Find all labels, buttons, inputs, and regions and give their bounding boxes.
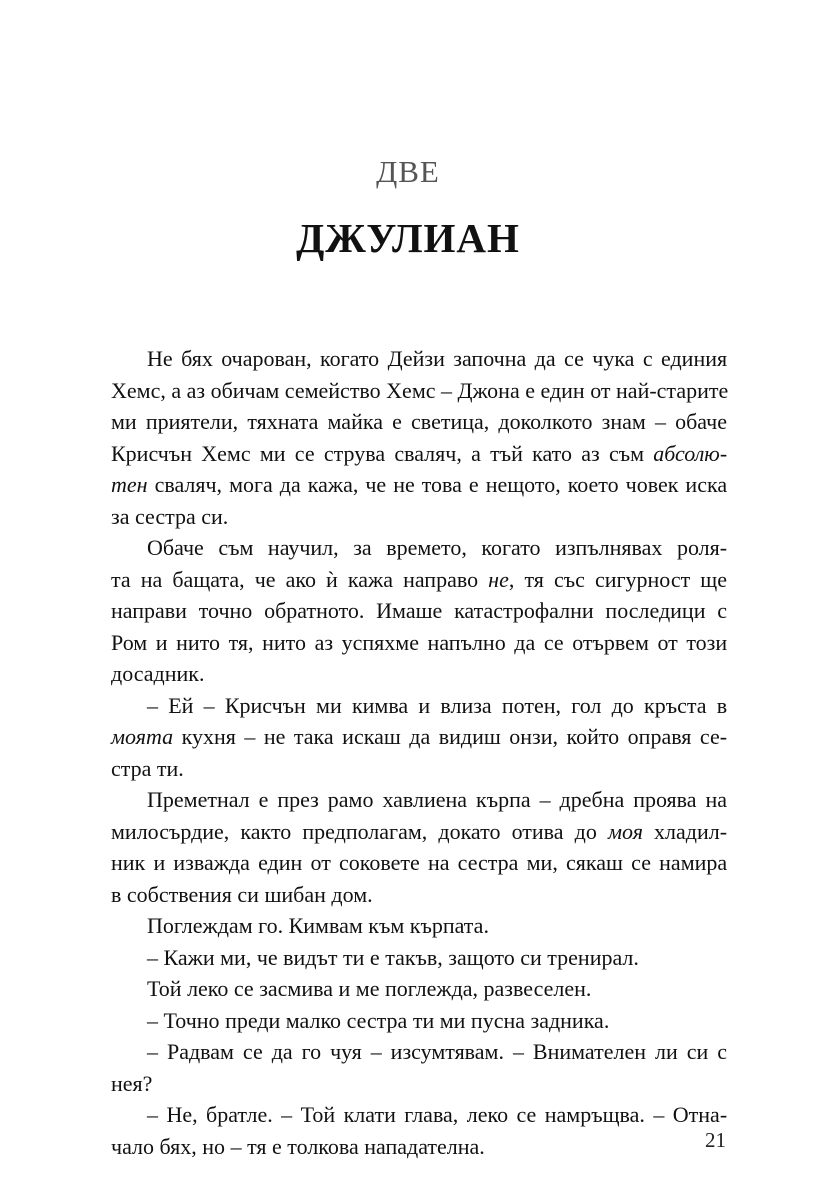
word: научил, bbox=[267, 535, 339, 560]
word: с bbox=[717, 1039, 727, 1064]
word: Джона bbox=[457, 377, 520, 403]
word: чука bbox=[592, 346, 635, 371]
text-line bbox=[111, 816, 727, 848]
word: ми bbox=[316, 692, 342, 718]
text-line bbox=[111, 879, 727, 911]
word: Крисчън bbox=[111, 440, 192, 466]
word: кръста bbox=[644, 692, 707, 718]
text-line bbox=[111, 1036, 727, 1068]
word: развеселен. bbox=[483, 976, 592, 1001]
word: е bbox=[392, 409, 402, 434]
word: Кажи bbox=[163, 944, 215, 970]
word: Преметнал bbox=[147, 787, 250, 812]
word: единия bbox=[661, 346, 728, 371]
word: Не, bbox=[166, 1102, 198, 1127]
italic-word: тен bbox=[111, 472, 148, 497]
word: Радвам bbox=[166, 1039, 234, 1064]
text-line bbox=[111, 973, 727, 1005]
word: доколкото bbox=[498, 409, 593, 434]
word: не bbox=[393, 472, 415, 497]
word: , bbox=[508, 566, 515, 592]
word: малко bbox=[285, 1007, 342, 1033]
word: бях, bbox=[159, 1133, 197, 1159]
word: се bbox=[294, 440, 315, 466]
word: – bbox=[441, 377, 453, 403]
word: ми, bbox=[220, 944, 252, 970]
word: сигурност bbox=[594, 566, 691, 592]
text-line bbox=[111, 658, 727, 690]
word: а bbox=[171, 377, 182, 403]
word: обичам bbox=[210, 377, 280, 403]
word: ме bbox=[355, 976, 380, 1001]
word: до bbox=[611, 692, 634, 718]
word: кажа bbox=[347, 566, 393, 592]
word: кажа, bbox=[307, 472, 359, 497]
word: преди bbox=[225, 1007, 281, 1033]
word: – bbox=[539, 787, 551, 812]
word: към bbox=[368, 913, 405, 938]
word: соковете bbox=[339, 850, 420, 875]
word: глава, bbox=[404, 1102, 459, 1127]
word: – bbox=[147, 1039, 158, 1064]
word: точно bbox=[198, 598, 253, 623]
word: семейство bbox=[284, 377, 381, 403]
word: милосърдие, bbox=[111, 818, 230, 844]
word: да bbox=[279, 472, 301, 497]
word: приятели, bbox=[145, 409, 239, 434]
word: е bbox=[258, 787, 269, 812]
word: един bbox=[258, 850, 303, 875]
word: но bbox=[202, 1133, 226, 1159]
word: се- bbox=[699, 724, 728, 749]
word: поглежда, bbox=[384, 976, 479, 1001]
word: – bbox=[203, 692, 215, 718]
word: Кимвам bbox=[288, 913, 363, 938]
word: собствения bbox=[126, 881, 232, 907]
word: роля- bbox=[676, 535, 728, 560]
word: ти bbox=[343, 944, 365, 970]
word: един bbox=[540, 377, 585, 403]
word: си bbox=[237, 881, 259, 907]
text-line bbox=[111, 627, 727, 659]
word: хладил- bbox=[654, 818, 728, 844]
word: струва bbox=[323, 440, 386, 466]
text-line bbox=[111, 910, 727, 942]
word: съм bbox=[608, 440, 645, 466]
word: времето, bbox=[386, 535, 467, 560]
word: че bbox=[365, 472, 387, 497]
word: го. bbox=[258, 913, 284, 938]
word: ми bbox=[259, 440, 286, 466]
word: от bbox=[590, 377, 611, 403]
word: в bbox=[716, 692, 728, 718]
word: досадник. bbox=[111, 661, 205, 686]
word: в bbox=[111, 881, 122, 907]
word: – bbox=[281, 1102, 293, 1127]
text-line bbox=[111, 564, 727, 596]
word: си. bbox=[201, 503, 229, 529]
word: последици bbox=[605, 598, 706, 623]
word: нито bbox=[176, 629, 221, 655]
word: е bbox=[525, 377, 535, 403]
word: ти bbox=[412, 1007, 435, 1033]
word: да bbox=[514, 629, 536, 655]
word: – bbox=[370, 1039, 382, 1064]
word: тяхната bbox=[247, 409, 319, 434]
word: отива bbox=[511, 818, 564, 844]
text-line bbox=[111, 1005, 727, 1037]
body-text bbox=[111, 343, 727, 1162]
word: рамо bbox=[327, 787, 374, 812]
word: ако bbox=[285, 566, 316, 592]
word: Той bbox=[300, 1102, 336, 1127]
word: го bbox=[301, 1039, 322, 1064]
word: – bbox=[244, 724, 256, 749]
word: дребна bbox=[559, 787, 625, 812]
word: аз bbox=[186, 377, 206, 403]
word: леко bbox=[187, 976, 229, 1001]
text-line bbox=[111, 1131, 727, 1163]
word: оправя bbox=[627, 724, 692, 749]
word: Хемс, bbox=[111, 377, 166, 403]
word: за bbox=[353, 535, 372, 560]
text-line bbox=[111, 469, 727, 501]
word: – bbox=[653, 1102, 665, 1127]
word: братле. bbox=[206, 1102, 273, 1127]
word: – bbox=[147, 944, 158, 970]
word: така bbox=[293, 724, 334, 749]
word: съм bbox=[218, 535, 254, 560]
word: ще bbox=[700, 566, 728, 592]
text-line bbox=[111, 375, 727, 407]
word: сестра bbox=[457, 850, 519, 875]
word: дом. bbox=[331, 881, 373, 907]
text-line bbox=[111, 784, 727, 816]
word: на bbox=[140, 566, 163, 592]
word: изсумтявам. bbox=[390, 1039, 504, 1064]
word: Хемс bbox=[201, 440, 251, 466]
word: и bbox=[338, 976, 351, 1001]
word: сестра bbox=[134, 503, 196, 529]
word: сякаш bbox=[566, 850, 623, 875]
word: ми, bbox=[526, 850, 558, 875]
word: когато bbox=[320, 346, 380, 371]
word: Ей bbox=[168, 692, 194, 718]
word: се bbox=[233, 976, 254, 1001]
word: гол bbox=[571, 692, 602, 718]
italic-word: моята bbox=[111, 724, 174, 749]
word: от bbox=[310, 850, 331, 875]
text-line bbox=[111, 343, 727, 375]
word: когато bbox=[481, 535, 541, 560]
word: кухня bbox=[181, 724, 236, 749]
word: отървем bbox=[572, 629, 649, 655]
text-line bbox=[111, 438, 727, 470]
italic-word: моя bbox=[607, 818, 643, 844]
word: както bbox=[240, 818, 292, 844]
word: да bbox=[271, 1039, 293, 1064]
word: е bbox=[272, 1133, 282, 1159]
word: кърпа bbox=[476, 787, 531, 812]
page-number: 21 bbox=[705, 1128, 726, 1152]
word: обратното. bbox=[264, 598, 365, 623]
word: от bbox=[657, 629, 678, 655]
word: а bbox=[471, 440, 481, 466]
word: тя bbox=[247, 1133, 267, 1159]
word: Поглеждам bbox=[147, 913, 253, 938]
word: нещото, bbox=[485, 472, 561, 497]
word: че bbox=[254, 566, 276, 592]
text-line bbox=[111, 753, 727, 785]
word: мога bbox=[229, 472, 273, 497]
word: напълно bbox=[427, 629, 506, 655]
word: нападателна. bbox=[364, 1133, 485, 1159]
word: направи bbox=[111, 598, 187, 623]
word: на bbox=[427, 850, 450, 875]
word: такъв, bbox=[385, 944, 443, 970]
word: бях bbox=[181, 346, 213, 371]
word: на bbox=[705, 787, 728, 812]
word: обаче bbox=[675, 409, 728, 434]
word: Не bbox=[147, 346, 173, 371]
word: този bbox=[686, 629, 728, 655]
word: си bbox=[520, 944, 542, 970]
word: успяхме bbox=[341, 629, 419, 655]
word: като bbox=[532, 440, 572, 466]
word: очарован, bbox=[221, 346, 312, 371]
word: ѝ bbox=[326, 566, 338, 592]
word: кърпата. bbox=[409, 913, 489, 938]
word: че bbox=[256, 944, 278, 970]
text-line bbox=[111, 532, 727, 564]
word: докато bbox=[438, 818, 501, 844]
word: пусна bbox=[470, 1007, 525, 1033]
word: тя, bbox=[228, 629, 254, 655]
word: с bbox=[717, 598, 728, 623]
word: искаш bbox=[342, 724, 401, 749]
word: е bbox=[369, 944, 380, 970]
word: кимва bbox=[351, 692, 409, 718]
word: тренирал. bbox=[547, 944, 639, 970]
text-line bbox=[111, 406, 727, 438]
word: сваляч, bbox=[154, 472, 223, 497]
word: Имаше bbox=[376, 598, 443, 623]
text-line bbox=[111, 501, 727, 533]
word: светица, bbox=[411, 409, 490, 434]
text-line bbox=[111, 721, 727, 753]
text-line bbox=[111, 595, 727, 627]
chapter-number: ДВЕ bbox=[376, 154, 440, 189]
word: през bbox=[277, 787, 319, 812]
word: предполагам, bbox=[302, 818, 428, 844]
text-line bbox=[111, 1068, 727, 1100]
word: с bbox=[642, 346, 653, 371]
word: знам bbox=[601, 409, 646, 434]
word: и bbox=[153, 850, 166, 875]
text-line bbox=[111, 942, 727, 974]
word: онзи, bbox=[509, 724, 559, 749]
word: си bbox=[686, 1039, 709, 1064]
italic-word: абсолю- bbox=[653, 440, 728, 466]
word: потен, bbox=[501, 692, 562, 718]
word: и bbox=[418, 692, 431, 718]
word: се bbox=[564, 346, 584, 371]
word: за bbox=[111, 503, 130, 529]
word: до bbox=[574, 818, 597, 844]
word: катастрофални bbox=[454, 598, 594, 623]
chapter-title: ДЖУЛИАН bbox=[296, 215, 520, 261]
word: Внимателен bbox=[532, 1039, 647, 1064]
word: – bbox=[230, 1133, 242, 1159]
word: Обаче bbox=[147, 535, 204, 560]
word: видът bbox=[283, 944, 338, 970]
word: защото bbox=[448, 944, 515, 970]
word: стра bbox=[111, 755, 152, 781]
word: майка bbox=[327, 409, 383, 434]
word: проява bbox=[633, 787, 697, 812]
word: засмива bbox=[259, 976, 333, 1001]
word: не bbox=[263, 724, 286, 749]
word: се bbox=[516, 1102, 537, 1127]
word: Дейзи bbox=[387, 346, 445, 371]
word: изважда bbox=[173, 850, 250, 875]
word: ти. bbox=[156, 755, 184, 781]
word: тъй bbox=[490, 440, 523, 466]
word: се bbox=[631, 850, 651, 875]
word: започна bbox=[453, 346, 527, 371]
word: това bbox=[421, 472, 462, 497]
word: – bbox=[654, 409, 666, 434]
text-line bbox=[111, 847, 727, 879]
word: Хемс bbox=[386, 377, 436, 403]
word: Крисчън bbox=[224, 692, 306, 718]
word: Точно bbox=[163, 1007, 220, 1033]
word: със bbox=[553, 566, 585, 592]
word: се bbox=[242, 1039, 263, 1064]
word: аз bbox=[314, 629, 334, 655]
word: изпълнявах bbox=[555, 535, 663, 560]
word: Ром bbox=[111, 629, 148, 655]
word: Отна- bbox=[672, 1102, 728, 1127]
word: нито bbox=[262, 629, 306, 655]
word: ник bbox=[111, 850, 146, 875]
word: ми bbox=[111, 409, 137, 434]
word: – bbox=[147, 692, 158, 718]
word: ми bbox=[439, 1007, 466, 1033]
word: човек bbox=[625, 472, 679, 497]
word: който bbox=[566, 724, 620, 749]
italic-word: не bbox=[488, 566, 509, 592]
word: което bbox=[567, 472, 619, 497]
word: бащата, bbox=[172, 566, 245, 592]
word: – bbox=[512, 1039, 524, 1064]
word: чуя bbox=[330, 1039, 362, 1064]
word: да bbox=[409, 724, 431, 749]
word: шибан bbox=[264, 881, 326, 907]
word: видиш bbox=[438, 724, 501, 749]
word: аз bbox=[581, 440, 600, 466]
word: тя bbox=[524, 566, 544, 592]
word: най-старите bbox=[616, 377, 729, 403]
word: намира bbox=[659, 850, 728, 875]
word: задника. bbox=[530, 1007, 610, 1033]
word: – bbox=[147, 1102, 158, 1127]
word: – bbox=[147, 1007, 158, 1033]
word: чало bbox=[111, 1133, 155, 1159]
text-line bbox=[111, 1099, 727, 1131]
word: клати bbox=[343, 1102, 396, 1127]
word: толкова bbox=[287, 1133, 359, 1159]
word: хавлиена bbox=[382, 787, 468, 812]
word: влиза bbox=[440, 692, 492, 718]
word: Той bbox=[147, 976, 182, 1001]
word: нея? bbox=[111, 1070, 153, 1096]
word: направо bbox=[403, 566, 479, 592]
word: да bbox=[534, 346, 556, 371]
word: иска bbox=[685, 472, 728, 497]
word: и bbox=[155, 629, 168, 655]
word: сестра bbox=[346, 1007, 408, 1033]
word: та bbox=[111, 566, 131, 592]
word: се bbox=[543, 629, 564, 655]
word: леко bbox=[466, 1102, 509, 1127]
word: е bbox=[468, 472, 479, 497]
word: сваляч, bbox=[394, 440, 462, 466]
word: ли bbox=[654, 1039, 678, 1064]
word: намръщва. bbox=[544, 1102, 645, 1127]
text-line bbox=[111, 690, 727, 722]
